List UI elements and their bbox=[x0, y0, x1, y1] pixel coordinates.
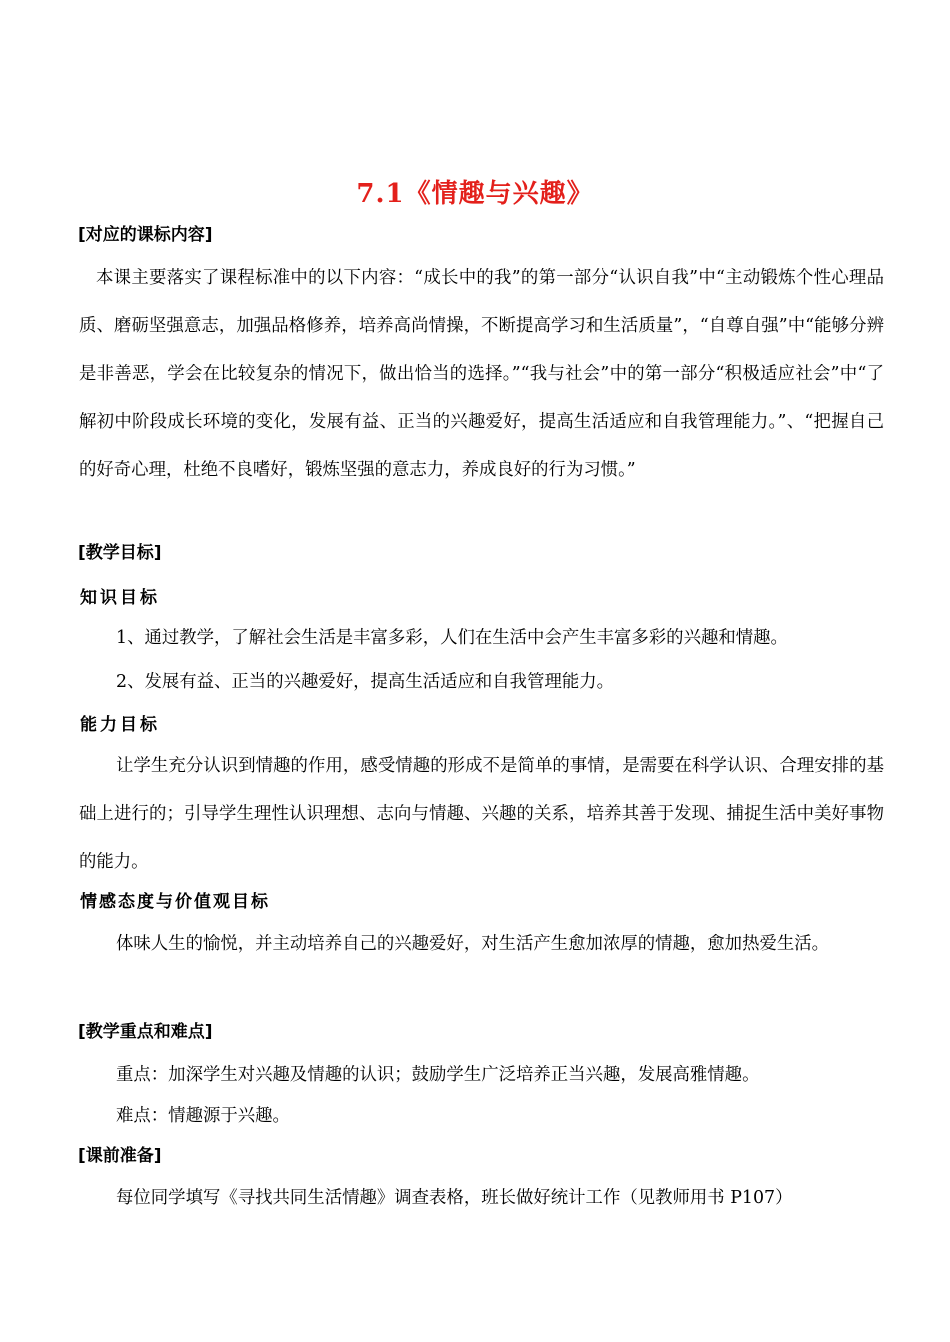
preparation-heading: [课前准备] bbox=[78, 1146, 162, 1166]
objectives-heading: [教学目标] bbox=[78, 543, 162, 563]
key-point-focus: 重点：加深学生对兴趣及情趣的认识；鼓励学生广泛培养正当兴趣，发展高雅情趣。 bbox=[116, 1065, 760, 1085]
attitude-paragraph: 体味人生的愉悦，并主动培养自己的兴趣爱好，对生活产生愈加浓厚的情趣，愈加热爱生活。 bbox=[116, 934, 830, 954]
key-points-heading: [教学重点和难点] bbox=[78, 1022, 213, 1042]
preparation-text: 每位同学填写《寻找共同生活情趣》调查表格，班长做好统计工作（见教师用书 P107） bbox=[116, 1188, 793, 1208]
attitude-objectives-heading: 情感态度与价值观目标 bbox=[80, 892, 270, 912]
knowledge-item-1: 1、通过教学，了解社会生活是丰富多彩，人们在生活中会产生丰富多彩的兴趣和情趣。 bbox=[116, 628, 788, 648]
curriculum-paragraph: 本课主要落实了课程标准中的以下内容：“成长中的我”的第一部分“认识自我”中“主动锻炼个性心理品质、磨砺坚强意志，加强品格修养，培养高尚情操，不断提高学习和生活质量”，“自尊自强”中“能够分辨是非善恶，学会在比较复杂的情况下，做出恰当的选择。”“我与社会”中的第一部分“积极适应社会”中“了解初中阶段成长环境的变化，发展有益、正当的兴趣爱好，提高生活适应和自我管理能力。”、“把握自己的好奇心理，杜绝不良嗜好，锻炼坚强的意志力，养成良好的行为习惯。” bbox=[79, 268, 884, 480]
knowledge-objectives-heading: 知识目标 bbox=[80, 588, 160, 608]
knowledge-item-2: 2、发展有益、正当的兴趣爱好，提高生活适应和自我管理能力。 bbox=[116, 672, 615, 692]
ability-paragraph: 让学生充分认识到情趣的作用，感受情趣的形成不是简单的事情，是需要在科学认识、合理安排的基础上进行的；引导学生理性认识理想、志向与情趣、兴趣的关系，培养其善于发现、捕捉生活中美好事物的能力。 bbox=[79, 756, 884, 872]
ability-objectives-heading: 能力目标 bbox=[80, 715, 160, 735]
document-title: 7.1《情趣与兴趣》 bbox=[356, 179, 594, 209]
key-point-difficulty: 难点：情趣源于兴趣。 bbox=[116, 1106, 290, 1126]
curriculum-heading: [对应的课标内容] bbox=[78, 225, 213, 245]
